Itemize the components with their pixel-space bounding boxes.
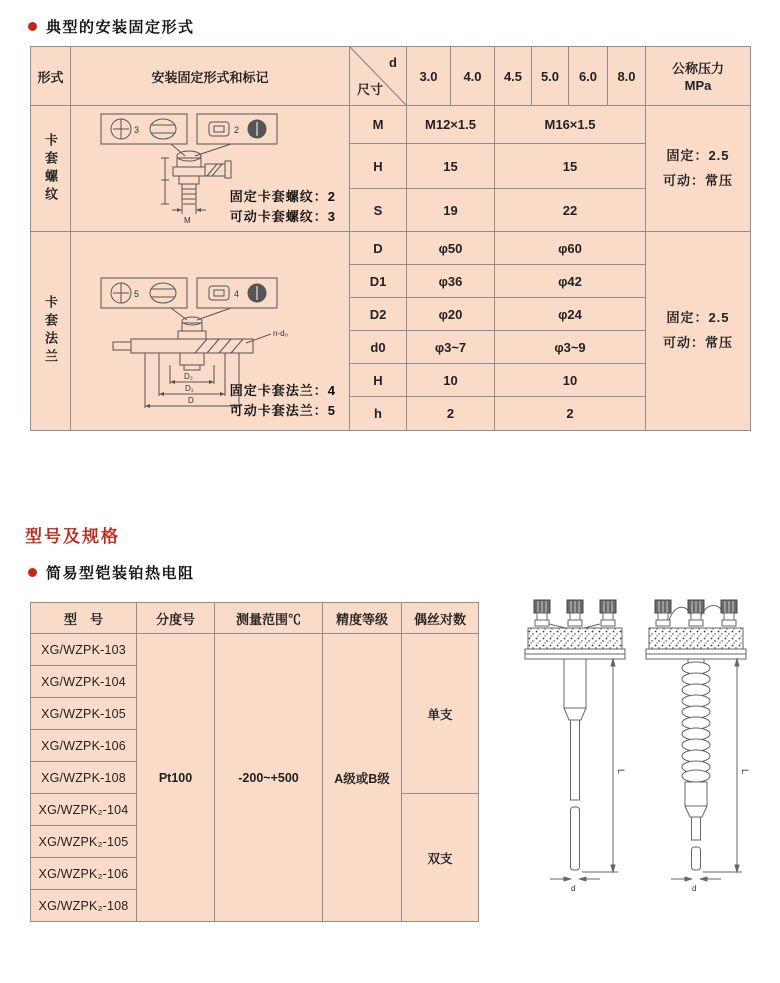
header-size: 尺寸	[357, 82, 384, 97]
value-cell: φ42	[495, 265, 646, 298]
value-cell: 2	[407, 397, 495, 431]
header-d-8.0: 8.0	[608, 47, 646, 106]
flange-diagram-cell	[71, 232, 350, 431]
value-cell: M12×1.5	[407, 106, 495, 144]
header-range: 测量范围℃	[215, 603, 323, 634]
param-cell: H	[350, 144, 407, 189]
section2-title: 型号及规格	[25, 527, 120, 546]
model-cell: XG/WZPK₂-106	[31, 858, 137, 890]
model-spec-table	[30, 602, 479, 922]
param-cell: M	[350, 106, 407, 144]
value-cell: φ24	[495, 298, 646, 331]
value-cell: φ50	[407, 232, 495, 265]
value-cell: φ36	[407, 265, 495, 298]
param-cell: H	[350, 364, 407, 397]
plate-number-3: 3	[134, 125, 140, 135]
param-cell: d0	[350, 331, 407, 364]
section1-title	[28, 16, 195, 37]
header-diagonal-cell	[350, 47, 407, 106]
graduation-cell: Pt100	[137, 634, 215, 922]
dim-L-label: L	[616, 769, 626, 775]
probe-spring-figure	[646, 600, 750, 893]
threaded-caption: 固定卡套螺纹：2 可动卡套螺纹：3	[229, 189, 336, 225]
value-cell: φ3~7	[407, 331, 495, 364]
value-cell: φ60	[495, 232, 646, 265]
dim-label-D1: D₁	[185, 384, 194, 393]
red-bullet-icon	[28, 22, 37, 31]
model-cell: XG/WZPK-105	[31, 698, 137, 730]
value-cell: 15	[407, 144, 495, 189]
model-cell: XG/WZPK-106	[31, 730, 137, 762]
dim-L-label: L	[740, 769, 750, 775]
pressure-cell-threaded: 固定：2.5 可动：常压	[646, 106, 751, 232]
pairs-double-cell: 双支	[402, 794, 479, 922]
section2-subtitle-text: 简易型铠装铂热电阻	[46, 565, 195, 582]
param-cell: D1	[350, 265, 407, 298]
form-threaded: 卡套螺纹	[31, 106, 71, 232]
red-bullet-icon	[28, 568, 37, 577]
dim-label-M: M	[184, 216, 191, 225]
value-cell: 10	[495, 364, 646, 397]
header-form: 形式	[31, 47, 71, 106]
flange-caption: 固定卡套法兰：4 可动卡套法兰：5	[229, 382, 336, 418]
header-pairs: 偶丝对数	[402, 603, 479, 634]
dim-label-holes: n-d₀	[273, 329, 288, 338]
dim-d-label: d	[692, 884, 697, 893]
pressure-cell-flange: 固定：2.5 可动：常压	[646, 232, 751, 431]
model-cell: XG/WZPK₂-105	[31, 826, 137, 858]
header-accuracy: 精度等级	[323, 603, 402, 634]
threaded-diagram-cell	[71, 106, 350, 232]
plate-number-4: 4	[234, 289, 240, 299]
pairs-single-cell: 单支	[402, 634, 479, 794]
header-graduation: 分度号	[137, 603, 215, 634]
section1-title-text: 典型的安装固定形式	[46, 19, 195, 36]
param-cell: S	[350, 189, 407, 232]
header-mark: 安装固定形式和标记	[71, 47, 350, 106]
probe-straight-figure	[525, 600, 626, 893]
model-cell: XG/WZPK-104	[31, 666, 137, 698]
param-cell: D	[350, 232, 407, 265]
plate-number-5: 5	[134, 289, 140, 299]
header-d-4.5: 4.5	[495, 47, 532, 106]
value-cell: 10	[407, 364, 495, 397]
value-cell: M16×1.5	[495, 106, 646, 144]
dim-label-D: D	[188, 396, 194, 405]
value-cell: 22	[495, 189, 646, 232]
header-pressure: 公称压力 MPa	[646, 47, 751, 106]
section2-subtitle	[28, 562, 195, 583]
probe-figures	[500, 588, 780, 908]
form-flange: 卡套法兰	[31, 232, 71, 431]
model-cell: XG/WZPK-103	[31, 634, 137, 666]
value-cell: φ3~9	[495, 331, 646, 364]
installation-table	[30, 46, 751, 431]
header-d: d	[389, 55, 397, 70]
model-cell: XG/WZPK₂-104	[31, 794, 137, 826]
param-cell: D2	[350, 298, 407, 331]
accuracy-cell: A级或B级	[323, 634, 402, 922]
header-d-5.0: 5.0	[532, 47, 569, 106]
value-cell: 15	[495, 144, 646, 189]
header-model: 型 号	[31, 603, 137, 634]
plate-number-2: 2	[234, 125, 240, 135]
model-cell: XG/WZPK₂-108	[31, 890, 137, 922]
value-cell: φ20	[407, 298, 495, 331]
value-cell: 2	[495, 397, 646, 431]
value-cell: 19	[407, 189, 495, 232]
header-d-6.0: 6.0	[569, 47, 608, 106]
dim-label-D2: D₂	[184, 372, 193, 381]
header-d-3.0: 3.0	[407, 47, 451, 106]
model-cell: XG/WZPK-108	[31, 762, 137, 794]
param-cell: h	[350, 397, 407, 431]
header-d-4.0: 4.0	[451, 47, 495, 106]
range-cell: -200~+500	[215, 634, 323, 922]
dim-d-label: d	[571, 884, 576, 893]
